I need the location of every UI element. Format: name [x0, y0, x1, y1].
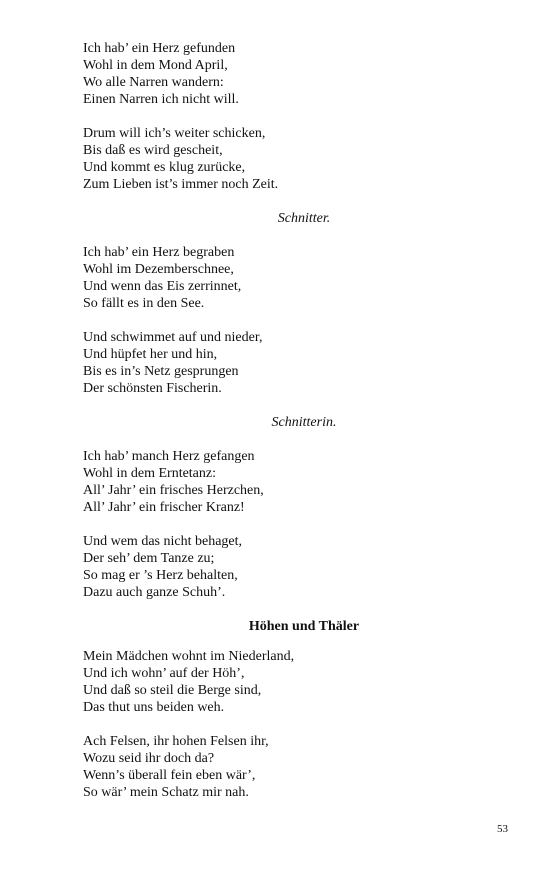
stanza-1	[83, 40, 453, 108]
speaker-label-schnitter: Schnitter.	[277, 211, 331, 226]
verse-line: Zum Lieben ist’s immer noch Zeit.	[83, 177, 279, 192]
stanza-8	[83, 733, 453, 801]
verse-line: Wohl in dem Erntetanz:	[83, 466, 216, 481]
verse-line: Ich hab’ ein Herz gefunden	[83, 41, 236, 56]
verse-line: Wenn’s überall fein eben wär’,	[83, 768, 256, 783]
verse-line: Ich hab’ manch Herz gefangen	[83, 449, 255, 464]
verse-line: Wo alle Narren wandern:	[83, 75, 224, 90]
verse-line: Das thut uns beiden weh.	[83, 700, 225, 715]
verse-line: Und kommt es klug zurücke,	[83, 160, 246, 175]
verse-line: All’ Jahr’ ein frisches Herzchen,	[83, 483, 264, 498]
stanza-4	[83, 329, 453, 397]
page-number: 53	[497, 823, 508, 835]
stanza-5	[83, 448, 453, 516]
verse-line: Einen Narren ich nicht will.	[83, 92, 239, 107]
stanza-2	[83, 125, 453, 193]
verse-line: Und ich wohn’ auf der Höh’,	[83, 666, 245, 681]
verse-line: Wohl im Dezemberschnee,	[83, 262, 234, 277]
stanza-7	[83, 648, 453, 716]
verse-line: Wohl in dem Mond April,	[83, 58, 228, 73]
verse-line: All’ Jahr’ ein frischer Kranz!	[83, 500, 245, 515]
stanza-6	[83, 533, 453, 601]
verse-line: Der schönsten Fischerin.	[83, 381, 222, 396]
verse-line: Wozu seid ihr doch da?	[83, 751, 215, 766]
verse-line: Ach Felsen, ihr hohen Felsen ihr,	[83, 734, 269, 749]
verse-line: Und daß so steil die Berge sind,	[83, 683, 262, 698]
verse-line: Der seh’ dem Tanze zu;	[83, 551, 215, 566]
verse-line: Und schwimmet auf und nieder,	[83, 330, 263, 345]
verse-line: Und wem das nicht behaget,	[83, 534, 243, 549]
verse-line: Und wenn das Eis zerrinnet,	[83, 279, 242, 294]
verse-line: Bis es in’s Netz gesprungen	[83, 364, 239, 379]
verse-line: Dazu auch ganze Schuh’.	[83, 585, 226, 600]
verse-line: Mein Mädchen wohnt im Niederland,	[83, 649, 295, 664]
verse-line: So wär’ mein Schatz mir nah.	[83, 785, 249, 800]
poem-page	[83, 40, 453, 818]
speaker-label-schnitterin: Schnitterin.	[271, 415, 337, 430]
verse-line: Bis daß es wird gescheit,	[83, 143, 223, 158]
verse-line: Drum will ich’s weiter schicken,	[83, 126, 266, 141]
verse-line: So mag er ’s Herz behalten,	[83, 568, 238, 583]
verse-line: Ich hab’ ein Herz begraben	[83, 245, 235, 260]
verse-line: Und hüpfet her und hin,	[83, 347, 218, 362]
verse-line: So fällt es in den See.	[83, 296, 205, 311]
poem-title: Höhen und Thäler	[248, 619, 360, 634]
stanza-3	[83, 244, 453, 312]
